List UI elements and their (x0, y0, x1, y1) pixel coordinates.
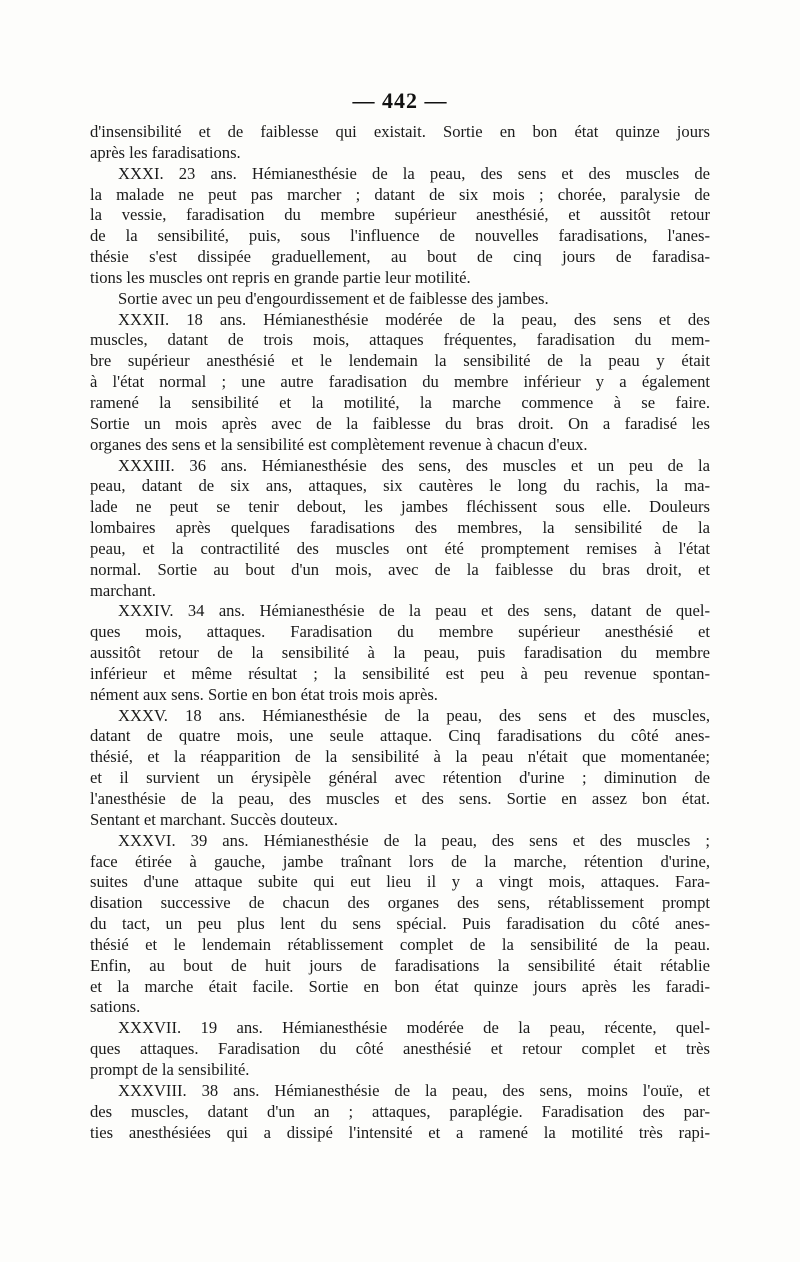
text-line: XXXVII. 19 ans. Hémianesthésie modérée de la peau, récente, quel- (118, 1018, 710, 1038)
text-line: lombaires après quelques faradisations des membres, la sensibilité de la (90, 518, 710, 538)
text-line: suites d'une attaque subite qui eut lieu il y a vingt mois, attaques. Fara- (90, 872, 710, 892)
text-line: Sentant et marchant. Succès douteux. (90, 809, 338, 829)
page-number: — 442 — (352, 88, 448, 113)
text-line: du tact, un peu plus lent du sens spécial. Puis faradisation du côté anes- (90, 914, 710, 934)
text-line: ques attaques. Faradisation du côté anesthésié et retour complet et très (90, 1039, 710, 1059)
text-line: ramené la sensibilité et la motilité, la marche commence à se faire. (90, 392, 710, 412)
text-line: XXXIII. 36 ans. Hémianesthésie des sens, des muscles et un peu de la (118, 455, 710, 475)
text-line: thésie s'est dissipée graduellement, au bout de cinq jours de faradisa- (90, 247, 710, 267)
text-line: et la marche était facile. Sortie en bon état quinze jours après les faradi- (90, 976, 710, 996)
text-line: normal. Sortie au bout d'un mois, avec de la faiblesse du bras droit, et (90, 559, 710, 579)
text-line: disation successive de chacun des organes des sens, rétablissement prompt (90, 893, 710, 913)
text-line: d'insensibilité et de faiblesse qui existait. Sortie en bon état quinze jours (90, 122, 710, 141)
text-line: à l'état normal ; une autre faradisation du membre inférieur y a également (90, 372, 710, 392)
text-line: tions les muscles ont repris en grande partie leur motilité. (90, 267, 471, 287)
text-line: ties anesthésiées qui a dissipé l'intensité et a ramené la motilité très rapi- (90, 1122, 710, 1142)
text-line: XXXII. 18 ans. Hémianesthésie modérée de la peau, des sens et des (118, 309, 710, 329)
text-line: thésié, et la réapparition de la sensibilité à la peau n'était que momentanée; (90, 747, 710, 767)
text-line: inférieur et même résultat ; la sensibilité est peu à peu revenue spontan- (90, 663, 710, 683)
text-line: Sortie un mois après avec de la faiblesse du bras droit. On a faradisé les (90, 413, 710, 433)
text-line: nément aux sens. Sortie en bon état trois mois après. (90, 684, 438, 704)
text-line: après les faradisations. (90, 142, 241, 162)
body-text (90, 122, 710, 1143)
text-line: muscles, datant de trois mois, attaques fréquentes, faradisation du mem- (90, 330, 710, 350)
text-line: XXXIV. 34 ans. Hémianesthésie de la peau et des sens, datant de quel- (118, 601, 710, 621)
text-line: Enfin, au bout de huit jours de faradisations la sensibilité était rétablie (90, 955, 710, 975)
text-line: datant de quatre mois, une seule attaque. Cinq faradisations du côté anes- (90, 726, 710, 746)
text-line: Sortie avec un peu d'engourdissement et de faiblesse des jambes. (118, 288, 549, 308)
text-line: thésié et le lendemain rétablissement complet de la sensibilité de la peau. (90, 934, 710, 954)
text-line: la vessie, faradisation du membre supérieur anesthésié, et aussitôt retour (90, 205, 710, 225)
text-line: et il survient un érysipèle général avec rétention d'urine ; diminution de (90, 768, 710, 788)
text-line: XXXVIII. 38 ans. Hémianesthésie de la peau, des sens, moins l'ouïe, et (118, 1080, 710, 1100)
text-line: bre supérieur anesthésié et le lendemain la sensibilité de la peau y était (90, 351, 710, 371)
text-line: l'anesthésie de la peau, des muscles et des sens. Sortie en assez bon état. (90, 789, 710, 808)
text-line: marchant. (90, 580, 156, 600)
text-line: ques mois, attaques. Faradisation du membre supérieur anesthésié et (90, 622, 710, 642)
text-line: des muscles, datant d'un an ; attaques, paraplégie. Faradisation des par- (90, 1101, 710, 1121)
text-line: XXXV. 18 ans. Hémianesthésie de la peau, des sens et des muscles, (118, 705, 710, 725)
text-line: face étirée à gauche, jambe traînant lors de la marche, rétention d'urine, (90, 851, 710, 871)
text-line: organes des sens et la sensibilité est complètement revenue à chacun d'eux. (90, 434, 588, 454)
text-line: sations. (90, 997, 141, 1017)
text-line: XXXVI. 39 ans. Hémianesthésie de la peau, des sens et des muscles ; (118, 830, 710, 850)
text-line: aussitôt retour de la sensibilité à la peau, puis faradisation du membre (90, 643, 710, 663)
text-line: la malade ne peut pas marcher ; datant de six mois ; chorée, paralysie de (90, 184, 710, 204)
text-line: lade ne peut se tenir debout, les jambes fléchissent sous elle. Douleurs (90, 497, 710, 517)
text-line: de la sensibilité, puis, sous l'influence de nouvelles faradisations, l'anes- (90, 226, 710, 246)
text-line: peau, et la contractilité des muscles ont été promptement remises à l'état (90, 538, 710, 558)
text-line: peau, datant de six ans, attaques, six cautères le long du rachis, la ma- (90, 476, 710, 496)
text-line: XXXI. 23 ans. Hémianesthésie de la peau, des sens et des muscles de (118, 163, 710, 183)
text-line: prompt de la sensibilité. (90, 1059, 250, 1079)
